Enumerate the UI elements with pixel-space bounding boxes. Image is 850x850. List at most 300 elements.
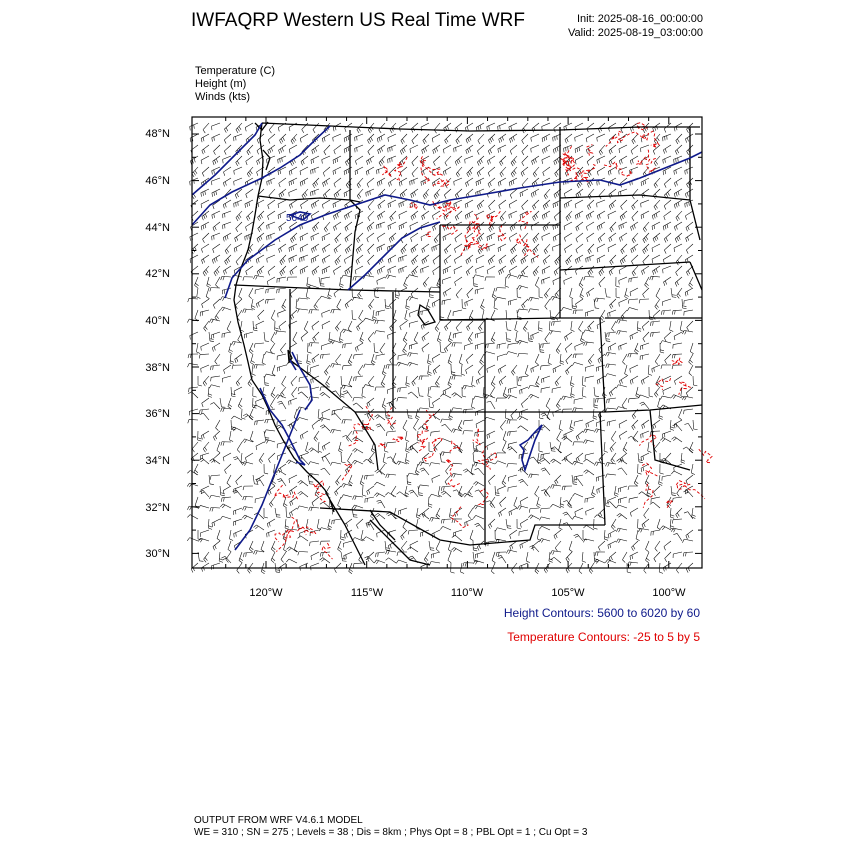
wind-barb [532, 200, 539, 210]
wind-barb [311, 255, 319, 263]
wind-barb [528, 394, 539, 398]
wind-barb [441, 519, 451, 523]
wind-barb [498, 123, 506, 130]
wind-barb [189, 409, 198, 415]
wind-barb [268, 145, 275, 154]
wind-barb [498, 365, 506, 373]
wind-barb [455, 277, 462, 286]
wind-barb [472, 376, 476, 387]
wind-barb [341, 453, 345, 463]
wind-barb [686, 233, 693, 242]
wind-barb [410, 178, 418, 185]
wind-barb [376, 424, 385, 431]
wind-barb [382, 398, 386, 409]
wind-barb [510, 222, 517, 231]
wind-barb [492, 552, 495, 563]
wind-barb [328, 519, 332, 530]
wind-barb [550, 504, 561, 508]
wind-barb [247, 145, 253, 155]
wind-barb [552, 387, 561, 393]
wind-barb [473, 396, 484, 400]
wind-barb [405, 486, 409, 497]
wind-barb [223, 211, 231, 218]
wind-barb [346, 178, 352, 188]
wind-barb [212, 189, 220, 197]
wind-barb [188, 392, 198, 398]
wind-barb [399, 178, 407, 186]
wind-barb [201, 134, 209, 142]
wind-barb [510, 541, 517, 550]
wind-barb [574, 398, 583, 404]
wind-barb [679, 409, 682, 420]
wind-barb [231, 420, 235, 430]
wind-barb [652, 365, 660, 373]
wind-barb [289, 178, 297, 186]
wind-barb [496, 453, 506, 457]
lat-label-34n: 34°N [145, 455, 170, 467]
wind-barb [466, 145, 473, 154]
wind-barb [550, 551, 561, 555]
wind-barb [262, 354, 266, 365]
wind-barb [211, 376, 220, 381]
wind-barb [322, 156, 330, 164]
wind-barb [597, 244, 605, 252]
wind-barb [500, 420, 506, 430]
wind-barb [437, 332, 441, 343]
wind-barb [556, 343, 561, 354]
wind-barb [582, 387, 586, 397]
wind-barb [202, 167, 209, 177]
wind-barb [225, 255, 231, 265]
wind-barb [226, 552, 231, 562]
wind-barb [330, 364, 341, 368]
wind-barb [491, 376, 495, 387]
wind-barb [522, 123, 528, 133]
wind-barb [560, 354, 564, 364]
wind-barb [452, 393, 462, 398]
wind-barb [555, 376, 561, 386]
wind-barb [258, 310, 264, 320]
wind-barb [473, 541, 477, 551]
wind-barb [233, 457, 242, 464]
wind-barb [314, 431, 319, 441]
wind-barb [242, 439, 253, 443]
wind-barb [405, 431, 409, 442]
wind-barb [203, 266, 209, 276]
wind-barb [492, 288, 496, 299]
wind-barb [619, 277, 627, 284]
temperature-contour [378, 443, 385, 448]
wind-barb [201, 563, 209, 572]
wind-barb [586, 222, 594, 231]
wind-barb [271, 387, 275, 398]
wind-barb [488, 145, 495, 155]
wind-barb [388, 255, 396, 263]
wind-barb [655, 299, 660, 309]
wind-barb [378, 145, 385, 154]
wind-barb [313, 178, 319, 188]
wind-barb [607, 420, 616, 426]
wind-barb [541, 468, 550, 475]
wind-barb [284, 541, 287, 552]
wind-barb [647, 486, 651, 497]
wind-barb [643, 233, 649, 243]
wind-barb [511, 156, 517, 166]
wind-barb [276, 331, 286, 335]
wind-barb [476, 266, 484, 273]
wind-barb [397, 398, 407, 402]
wind-barb [213, 541, 220, 550]
wind-barb [674, 167, 682, 175]
wind-barb [385, 299, 389, 309]
wind-barb [368, 453, 374, 463]
wind-barb [531, 145, 539, 152]
wind-barb [207, 277, 211, 288]
wind-barb [355, 343, 363, 352]
wind-barb [187, 538, 198, 541]
wind-barb [506, 321, 511, 330]
temperature-contour [519, 211, 531, 229]
wind-barb [363, 385, 374, 388]
wind-barb [555, 475, 561, 485]
wind-barb [465, 299, 473, 306]
wind-barb [575, 343, 583, 350]
wind-barb [506, 519, 511, 528]
field-temperature: Temperature (C) [195, 65, 276, 77]
wind-barb [375, 513, 385, 519]
wind-barb [586, 508, 594, 515]
height-contour-nevada [290, 352, 312, 410]
wind-barb [432, 299, 440, 307]
wind-barb [632, 420, 638, 430]
wind-barb [510, 530, 517, 539]
wind-barb [609, 145, 616, 154]
wind-barb [212, 343, 220, 352]
wind-barb [496, 288, 506, 292]
wind-barb [210, 507, 220, 511]
wind-barb [381, 376, 385, 387]
wind-barb [267, 211, 275, 220]
wind-barb [488, 519, 495, 529]
wind-barb [628, 486, 638, 490]
lon-label-100w: 100°W [652, 587, 686, 599]
wind-barb [409, 343, 418, 350]
page-title: IWFAQRP Western US Real Time WRF [191, 10, 525, 31]
wind-barb [622, 552, 627, 563]
wind-barb [300, 167, 308, 175]
wind-barb [597, 134, 605, 142]
wind-barb [322, 266, 330, 274]
wind-barb [249, 343, 253, 354]
wind-barb [423, 277, 429, 287]
wind-barb [515, 321, 518, 332]
wind-barb [405, 453, 409, 464]
wind-barb [576, 431, 583, 440]
wind-barb [573, 310, 583, 314]
wind-barb [411, 244, 418, 253]
wind-barb [333, 266, 341, 275]
wind-barb [440, 526, 451, 530]
wind-barb [539, 288, 543, 298]
wind-barb [289, 244, 297, 252]
wind-barb [357, 189, 363, 199]
wind-barb [448, 354, 452, 365]
wind-barb [322, 409, 330, 417]
wind-barb [497, 343, 506, 349]
wind-barb [652, 222, 660, 230]
wind-barb [210, 459, 220, 464]
wind-barb [225, 244, 231, 254]
wind-barb [212, 519, 220, 527]
wind-barb [599, 277, 605, 287]
wind-barb [458, 420, 462, 431]
wind-barb [190, 332, 198, 340]
wind-barb [628, 562, 638, 566]
wind-barb [587, 288, 594, 297]
wind-barb [403, 332, 407, 343]
wind-barb [451, 473, 462, 477]
wind-barb [685, 211, 693, 220]
wind-barb [396, 362, 407, 366]
wind-barb [353, 354, 363, 359]
wind-barb [533, 244, 539, 254]
wind-barb [499, 266, 506, 275]
wind-barb [236, 376, 242, 386]
temperature-contour [679, 382, 691, 395]
wind-barb [352, 448, 363, 453]
wind-barb [376, 310, 385, 316]
wind-barb [509, 508, 517, 516]
wind-barb [630, 552, 638, 560]
wind-barb [275, 321, 279, 331]
wind-barb [389, 233, 396, 242]
wind-barb [607, 332, 616, 337]
wind-barb [289, 167, 297, 175]
wind-barb [462, 299, 466, 309]
wind-barb [214, 145, 220, 155]
wind-barb [421, 266, 429, 273]
wind-barb [579, 277, 583, 288]
wind-barb [342, 365, 352, 370]
wind-barb [201, 189, 209, 197]
wind-barb [337, 299, 341, 310]
wind-barb [228, 398, 232, 409]
wind-barb [551, 485, 561, 489]
wind-barb [670, 508, 674, 518]
wind-barb [455, 211, 462, 221]
wind-barb [224, 365, 231, 374]
wind-barb [356, 255, 363, 264]
wind-barb [559, 420, 563, 431]
wind-barb [662, 299, 671, 306]
wind-barb [475, 431, 484, 436]
wind-barb [495, 461, 506, 464]
wind-barb [573, 354, 583, 358]
wind-barb [190, 123, 198, 130]
wind-barb [345, 244, 352, 254]
wind-barb [528, 515, 539, 519]
wind-barb [605, 463, 616, 467]
temperature-contour [424, 448, 436, 461]
temperature-contour [617, 132, 641, 143]
wind-barb [664, 233, 671, 243]
wind-barb [614, 486, 618, 497]
wind-barb [231, 416, 242, 420]
wind-barb [242, 462, 253, 466]
wind-barb [625, 288, 629, 299]
wind-barb [289, 145, 297, 153]
wind-barb [532, 156, 539, 165]
wind-barb [500, 156, 506, 166]
wind-barb [343, 343, 352, 348]
wind-barb [443, 387, 451, 395]
wind-barb [473, 277, 478, 287]
wind-barb [332, 519, 341, 524]
wind-barb [641, 266, 649, 275]
wind-barb [258, 222, 264, 232]
wind-barb [671, 395, 682, 399]
wind-barb [360, 332, 364, 343]
wind-barb [445, 178, 451, 188]
wind-barb [576, 453, 583, 462]
wind-barb [619, 266, 627, 274]
wind-barb [243, 309, 253, 313]
wind-barb [630, 508, 638, 517]
wind-barb [236, 156, 242, 166]
wind-barb [616, 385, 627, 388]
wind-barb [330, 429, 341, 433]
wind-barb [654, 387, 660, 397]
wind-barb [412, 134, 418, 144]
wind-barb [609, 233, 616, 242]
wind-barb [309, 310, 319, 314]
wind-barb [623, 442, 627, 453]
wind-barb [428, 365, 432, 376]
wind-barb [454, 200, 462, 208]
lon-label-115w: 115°W [350, 587, 384, 599]
temperature-contour [426, 232, 433, 237]
wind-barb [217, 442, 220, 453]
wind-barb [503, 431, 506, 442]
wind-barb [399, 123, 407, 131]
wind-barb [377, 167, 385, 174]
wind-barb [509, 123, 517, 131]
lat-label-44n: 44°N [145, 222, 170, 234]
wind-barb [197, 288, 201, 298]
wind-barb [663, 387, 671, 395]
wind-barb [521, 255, 528, 264]
wind-barb [506, 274, 517, 278]
wind-barb [220, 398, 225, 407]
height-contour-southwest [235, 410, 300, 550]
wind-barb [223, 453, 231, 461]
wind-barb [564, 222, 572, 230]
wind-barb [595, 398, 605, 403]
wind-barb [564, 200, 572, 208]
wind-barb [423, 189, 429, 199]
wind-barb [416, 508, 420, 519]
wind-barb [279, 178, 286, 187]
wind-barb [586, 134, 594, 142]
wind-barb [419, 485, 429, 489]
wind-barb [224, 123, 231, 133]
wind-barb [213, 299, 220, 309]
wind-barb [499, 255, 506, 264]
wind-barb [682, 330, 693, 334]
wind-barb [664, 211, 671, 220]
wind-barb [245, 453, 253, 462]
wind-barb [401, 134, 407, 144]
wind-barb [596, 365, 605, 372]
wind-barb [531, 365, 539, 373]
wind-barb [575, 156, 583, 164]
wind-barb [242, 409, 246, 419]
wind-barb [588, 321, 594, 331]
wind-barb [561, 307, 572, 310]
wind-barb [465, 123, 473, 132]
wind-barb [333, 222, 341, 231]
wind-barb [224, 145, 231, 155]
wind-barb [670, 321, 674, 332]
wind-barb [586, 211, 594, 220]
wind-barb [583, 530, 587, 540]
wind-barb [433, 145, 440, 154]
wind-barb [470, 530, 473, 541]
wind-barb [234, 167, 242, 175]
wind-barb [268, 134, 275, 143]
wind-barb [289, 200, 297, 209]
wind-barb [311, 563, 319, 570]
wind-barb [608, 343, 616, 351]
wind-barb [620, 453, 627, 462]
wind-barb [653, 233, 660, 242]
wind-barb [630, 365, 638, 373]
wind-barb [510, 255, 517, 265]
wind-barb [418, 486, 423, 496]
wind-barb [254, 525, 264, 530]
wind-barb [580, 332, 584, 343]
wind-barb [575, 266, 583, 275]
wind-barb [541, 387, 550, 393]
wind-barb [410, 222, 418, 230]
wind-barb [518, 469, 528, 475]
wind-barb [429, 288, 434, 298]
wind-barb [323, 189, 330, 199]
wind-barb [588, 189, 594, 199]
wind-barb [476, 211, 484, 219]
wind-barb [496, 398, 506, 402]
wind-barb [220, 307, 231, 311]
wind-barb [542, 277, 550, 284]
wind-barb [586, 420, 594, 428]
wind-barb [282, 376, 286, 387]
wind-barb [659, 409, 663, 419]
wind-barb [660, 343, 664, 353]
wind-barb [407, 473, 418, 477]
wind-barb [663, 222, 671, 230]
wind-barb [203, 233, 209, 243]
wind-barb [594, 299, 599, 308]
wind-barb [312, 222, 319, 232]
wind-barb [287, 547, 297, 552]
wind-barb [314, 299, 319, 309]
wind-barb [313, 332, 319, 342]
axis-ticks [192, 117, 702, 568]
wind-barb [268, 200, 275, 209]
wind-barb [199, 490, 209, 497]
wind-barb [456, 167, 462, 177]
wind-barb [256, 255, 264, 263]
